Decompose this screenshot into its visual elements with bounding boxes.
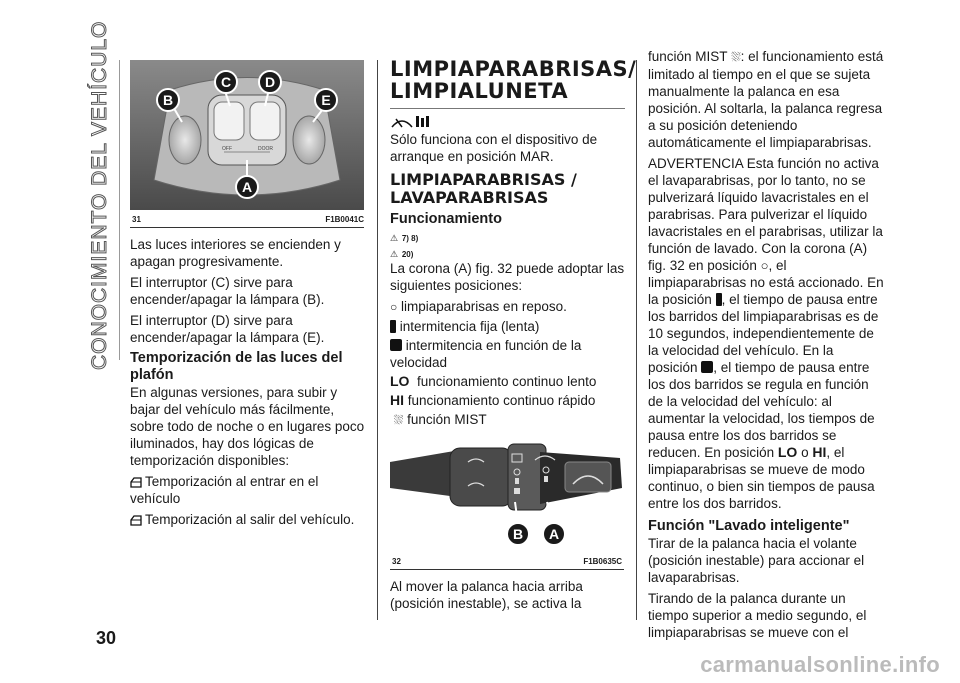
reference-numbers: 20)	[401, 250, 414, 259]
car-door-icon	[130, 477, 142, 488]
side-divider	[119, 60, 120, 360]
column-divider	[377, 60, 378, 620]
circle-icon: ○	[760, 258, 769, 273]
text-span: , el tiempo de pausa entre los dos barridos se regula en función de la velocidad del vehículo: al aumentar la velocidad, los tiempos de pausa entre los dos barridos se reducen. En posición	[648, 360, 875, 460]
paragraph: La corona (A) fig. 32 puede adoptar las siguientes posiciones:	[390, 261, 625, 293]
column-3	[648, 48, 884, 645]
text-span: o	[801, 445, 809, 460]
text-span: : el funcionamiento está limitado al tiempo en el que se sujeta manualmente la palanca en esa posición. Al soltarla, la palanca regresa a su posición deteniendo automáticamente el limpiaparabrisas.	[648, 49, 884, 150]
paragraph: Tirando de la palanca durante un tiempo superior a medio segundo, el limpiaparabrisas se mueve con el	[648, 591, 867, 640]
callout-d: D	[264, 74, 276, 90]
column-divider	[636, 60, 637, 620]
wiper-icon	[390, 113, 430, 129]
callout-a: A	[548, 526, 560, 542]
side-section-title	[88, 20, 111, 370]
figure-32-number: 32	[392, 557, 401, 566]
list-item	[130, 511, 366, 528]
list-item-text: Temporización al salir del vehículo.	[145, 512, 355, 527]
paragraph: El interruptor (C) sirve para encender/apagar la lámpara (B).	[130, 275, 325, 307]
text-span: función MIST	[648, 49, 728, 64]
position-text: intermitencia en función de la velocidad	[390, 338, 582, 370]
position-text: intermitencia fija (lenta)	[399, 319, 540, 334]
figure-31	[130, 60, 364, 210]
position-item-hi	[390, 392, 625, 409]
list-item-text: Temporización al entrar en el vehículo	[130, 474, 319, 506]
paragraph: En algunas versiones, para subir y bajar del vehículo más fácilmente, sobre todo de noche o en lugares poco iluminados, hay dos lógicas de temporización disponibles:	[130, 385, 365, 468]
functioning-heading: Funcionamiento	[390, 211, 502, 227]
position-item-mist	[390, 411, 625, 429]
paragraph	[648, 155, 884, 512]
position-item-fixed-interval	[390, 318, 625, 335]
text-span: ADVERTENCIA Esta función no activa el lavaparabrisas, por lo tanto, no se pulverizará líquido lavacristales en el parabrisas. Para pulverizar el líquido lavacristales en el parabrisas, utilizar la función de lavado. Con la corona (A) fig. 32 en posición	[648, 156, 883, 273]
position-text: función MIST	[407, 412, 487, 427]
column-2	[390, 57, 637, 429]
position-text: funcionamiento continuo lento	[416, 374, 597, 389]
paragraph: El interruptor (D) sirve para encender/apagar la lámpara (E).	[130, 313, 325, 345]
interval-speed-icon	[390, 339, 402, 351]
dome-light-illustration	[130, 60, 364, 210]
position-item-lo	[390, 373, 625, 390]
interval-speed-icon	[701, 361, 713, 373]
page-number: 30	[96, 628, 117, 648]
figure-32-code: F1B0635C	[583, 557, 622, 566]
figure-31-caption	[132, 215, 364, 224]
paragraph: Al mover la palanca hacia arriba (posición inestable), se activa la	[390, 579, 583, 611]
mist-icon: ⛆	[393, 413, 404, 427]
smart-wash-heading: Función "Lavado inteligente"	[648, 518, 850, 534]
position-text: limpiaparabrisas en reposo.	[401, 299, 567, 314]
interval-slow-icon	[390, 320, 396, 333]
figure-31-code: F1B0041C	[325, 215, 364, 224]
subsection-title-line2: LAVAPARABRISAS	[390, 188, 549, 207]
hi-symbol: HI	[812, 444, 827, 460]
paragraph: Las luces interiores se encienden y apagan progresivamente.	[130, 237, 341, 269]
callout-b: B	[512, 526, 524, 542]
circle-icon: ○	[390, 300, 398, 314]
title-rule	[390, 108, 625, 109]
subsection-title-line1: LIMPIAPARABRISAS /	[390, 170, 577, 189]
warning-icon: ⚠	[390, 233, 399, 243]
figure-32-rule	[390, 569, 624, 570]
callout-e: E	[321, 92, 331, 108]
paragraph: Sólo funciona con el dispositivo de arranque en posición MAR.	[390, 132, 598, 164]
figure-31-number: 31	[132, 215, 141, 224]
caution-icon: ⚠	[390, 249, 399, 259]
hi-symbol: HI	[390, 392, 404, 408]
section-title-line1: LIMPIAPARABRISAS/	[390, 57, 637, 81]
position-item-rest	[390, 298, 625, 316]
callout-c: C	[220, 74, 232, 90]
wiper-stalk-illustration	[390, 430, 624, 552]
figure-32	[390, 430, 624, 552]
lo-symbol: LO	[777, 444, 798, 460]
section-heading-timing: Temporización de las luces del plafón	[130, 350, 343, 383]
position-text: funcionamiento continuo rápido	[407, 393, 596, 408]
reference-1	[390, 228, 625, 244]
column-1	[130, 236, 366, 532]
mist-icon: ⛆	[731, 50, 741, 64]
text-span: , el tiempo de pausa entre los barridos del limpiaparabrisas es de 10 segundos, independientemente de la velocidad del vehículo. En la posición	[648, 292, 879, 375]
figure-31-rule	[130, 227, 364, 228]
section-title-line2: LIMPIALUNETA	[390, 79, 569, 103]
figure-32-caption	[392, 557, 622, 566]
callout-b: B	[162, 92, 174, 108]
dome-label-off: OFF	[222, 146, 232, 152]
column-2-bottom	[390, 578, 626, 616]
watermark: carmanualsonline.info	[700, 652, 940, 677]
car-door-icon	[130, 515, 142, 526]
position-item-speed-interval	[390, 337, 625, 371]
side-section-title-text: CONOCIMIENTO DEL VEHÍCULO	[88, 20, 111, 370]
dome-label-door: DOOR	[258, 146, 273, 152]
reference-numbers: 7) 8)	[401, 234, 419, 243]
text-span: , el limpiaparabrisas se mueve de modo continuo, o bien sin tiempos de pausa entre los dos barridos.	[648, 445, 875, 511]
wiper-icons	[390, 113, 625, 131]
list-item	[130, 473, 366, 507]
text-span: , el limpiaparabrisas no está accionado. En la posición	[648, 258, 884, 307]
paragraph	[648, 48, 884, 151]
paragraph: Tirar de la palanca hacia el volante (posición inestable) para accionar el lavaparabrisas.	[648, 536, 865, 585]
lo-symbol: LO	[390, 373, 410, 389]
reference-2	[390, 244, 625, 260]
callout-a: A	[241, 179, 253, 195]
